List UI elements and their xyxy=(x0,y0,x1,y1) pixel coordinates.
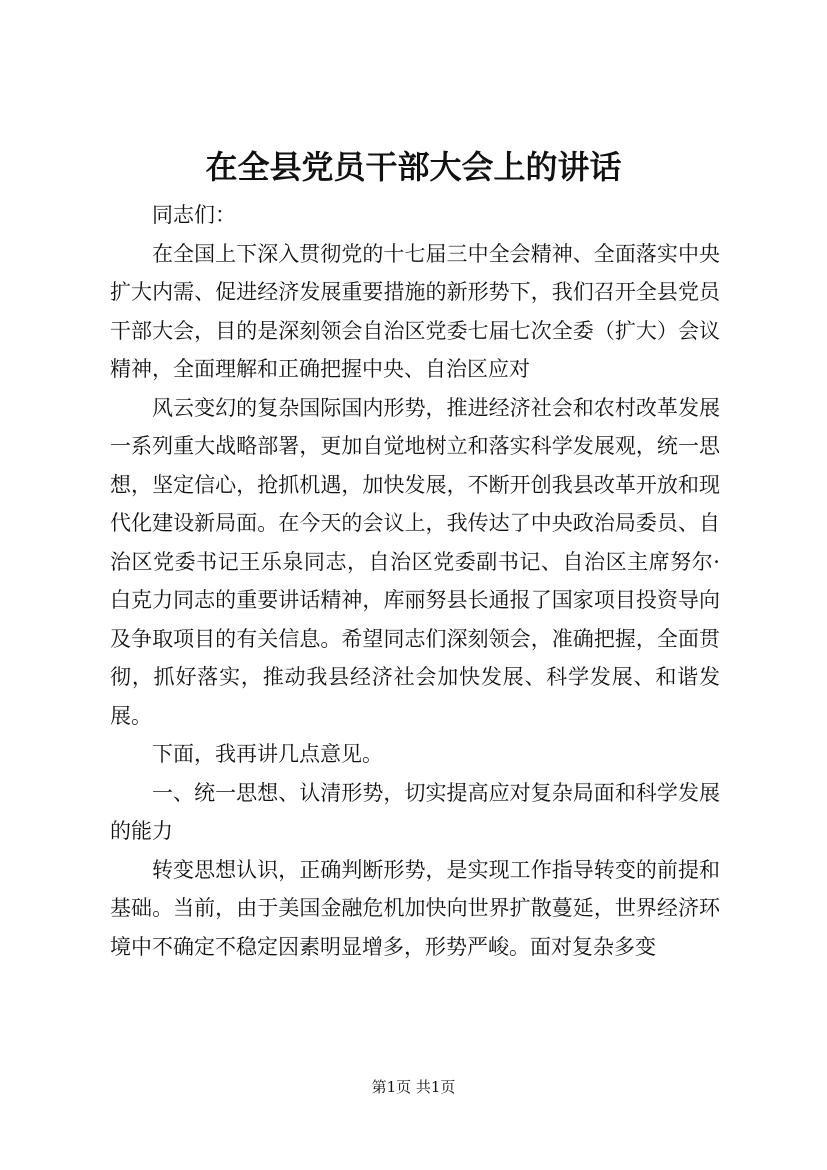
document-title: 在全县党员干部大会上的讲话 xyxy=(205,148,622,186)
paragraph-4: 转变思想认识，正确判断形势，是实现工作指导转变的前提和基础。当前，由于美国金融危机加快向世界扩散蔓延，世界经济环境中不确定不稳定因素明显增多，形势严峻。面对复杂多变 xyxy=(110,857,720,959)
paragraph-2: 风云变幻的复杂国际国内形势，推进经济社会和农村改革发展一系列重大战略部署，更加自觉地树立和落实科学发展观，统一思想，坚定信心，抢抓机遇，加快发展，不断开创我县改革开放和现代化建设新局面。在今天的会议上，我传达了中央政治局委员、自治区党委书记王乐泉同志，自治区党委副书记、自治区主席努尔·白克力同志的重要讲话精神，库丽努县长通报了国家项目投资导向及争取项目的有关信息。希望同志们深刻领会，准确把握，全面贯彻，抓好落实，推动我县经济社会加快发展、科学发展、和谐发展。 xyxy=(110,395,720,728)
document-body xyxy=(110,196,720,966)
page-footer: 第1页 共1页 xyxy=(371,1078,456,1096)
paragraph-1: 在全国上下深入贯彻党的十七届三中全会精神、全面落实中央扩大内需、促进经济发展重要措施的新形势下，我们召开全县党员干部大会，目的是深刻领会自治区党委七届七次全委（扩大）会议精神，全面理解和正确把握中央、自治区应对 xyxy=(110,241,720,381)
paragraph-3: 下面，我再讲几点意见。 xyxy=(152,742,383,766)
salutation: 同志们： xyxy=(152,203,236,227)
section-heading-1: 一、统一思想、认清形势，切实提高应对复杂局面和科学发展的能力 xyxy=(110,780,720,843)
